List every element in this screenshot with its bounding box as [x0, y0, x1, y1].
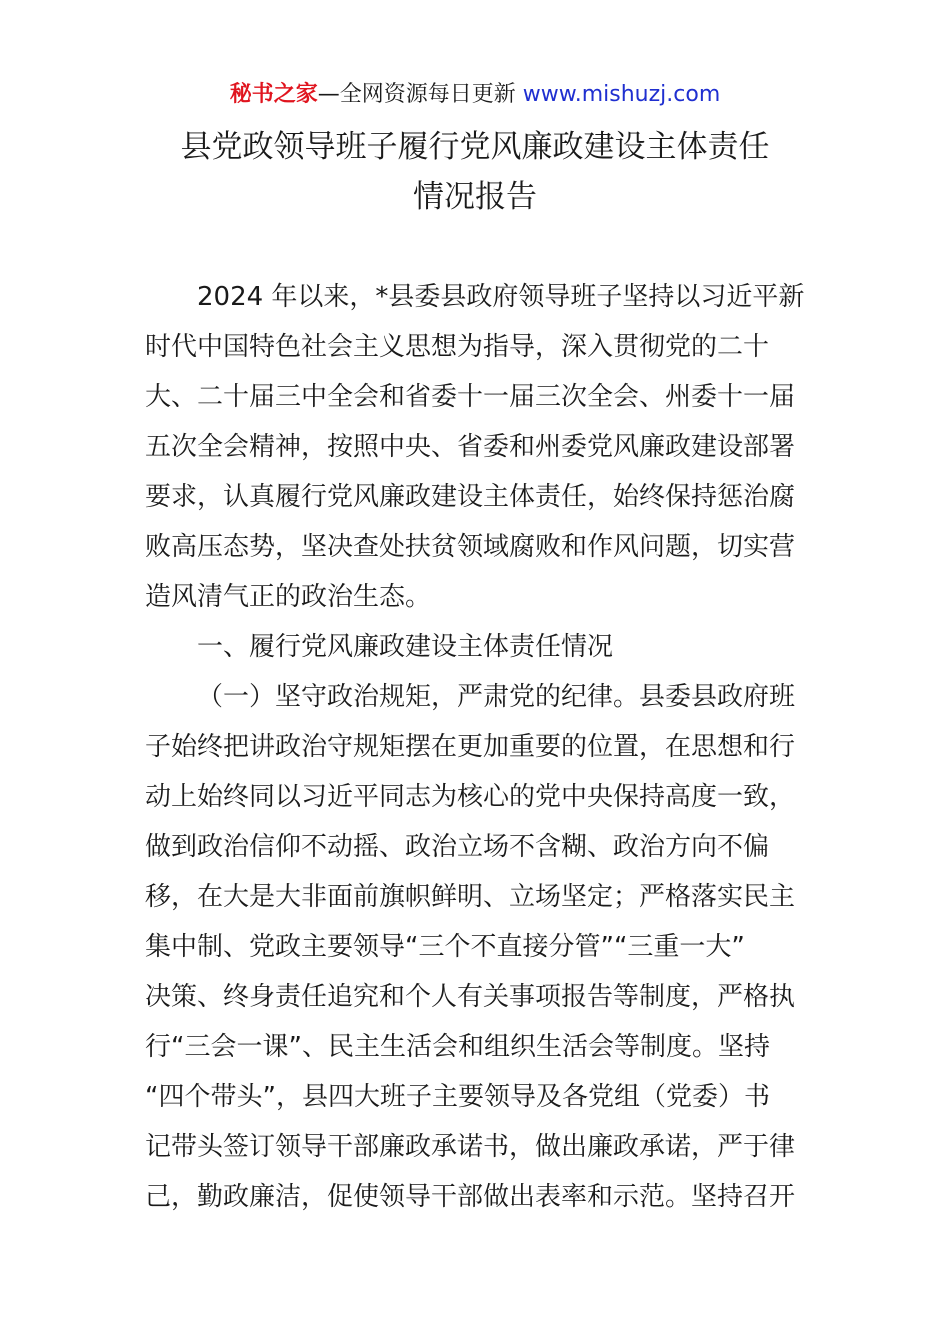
paragraph-line: （一）坚守政治规矩，严肃党的纪律。县委县政府班	[197, 682, 796, 712]
paragraph-1	[145, 272, 810, 622]
paragraph-line: 记带头签订领导干部廉政承诺书，做出廉政承诺，严于律	[145, 1132, 796, 1162]
watermark-url[interactable]: www.mishuzj.com	[522, 82, 721, 107]
paragraph-line: “四个带头”，县四大班子主要领导及各党组（党委）书	[145, 1082, 770, 1112]
paragraph-line: 时代中国特色社会主义思想为指导，深入贯彻党的二十	[145, 332, 770, 362]
paragraph-line: 子始终把讲政治守规矩摆在更加重要的位置，在思想和行	[145, 732, 796, 762]
paragraph-line: 集中制、党政主要领导“三个不直接分管”“三重一大”	[145, 932, 745, 962]
paragraph-line: 造风清气正的政治生态。	[145, 582, 432, 612]
watermark-header	[0, 80, 950, 110]
paragraph-line: 行“三会一课”、民主生活会和组织生活会等制度。坚持	[145, 1032, 770, 1062]
paragraph-line: 败高压态势，坚决查处扶贫领域腐败和作风问题，切实营	[145, 532, 796, 562]
paragraph-line: 移，在大是大非面前旗帜鲜明、立场坚定；严格落实民主	[145, 882, 796, 912]
paragraph-line: 动上始终同以习近平同志为核心的党中央保持高度一致，	[145, 782, 796, 812]
paragraph-line: 决策、终身责任追究和个人有关事项报告等制度，严格执	[145, 982, 796, 1012]
paragraph-line: 大、二十届三中全会和省委十一届三次全会、州委十一届	[145, 382, 796, 412]
paragraph-line: 五次全会精神，按照中央、省委和州委党风廉政建设部署	[145, 432, 796, 462]
section-heading: 一、履行党风廉政建设主体责任情况	[197, 632, 614, 662]
paragraph-line: 要求，认真履行党风廉政建设主体责任，始终保持惩治腐	[145, 482, 796, 512]
document-title-line-1: 县党政领导班子履行党风廉政建设主体责任	[180, 129, 770, 165]
watermark-tagline: —全网资源每日更新	[317, 82, 516, 107]
paragraph-line: 做到政治信仰不动摇、政治立场不含糊、政治方向不偏	[145, 832, 770, 862]
paragraph-line: 己，勤政廉洁，促使领导干部做出表率和示范。坚持召开	[145, 1182, 796, 1212]
document-title-line-2: 情况报告	[413, 179, 537, 215]
paragraph-line: 2024 年以来，*县委县政府领导班子坚持以习近平新	[197, 282, 805, 312]
paragraph-2	[145, 672, 810, 1222]
watermark-brand: 秘书之家	[229, 82, 318, 107]
section-heading-1	[145, 622, 810, 672]
